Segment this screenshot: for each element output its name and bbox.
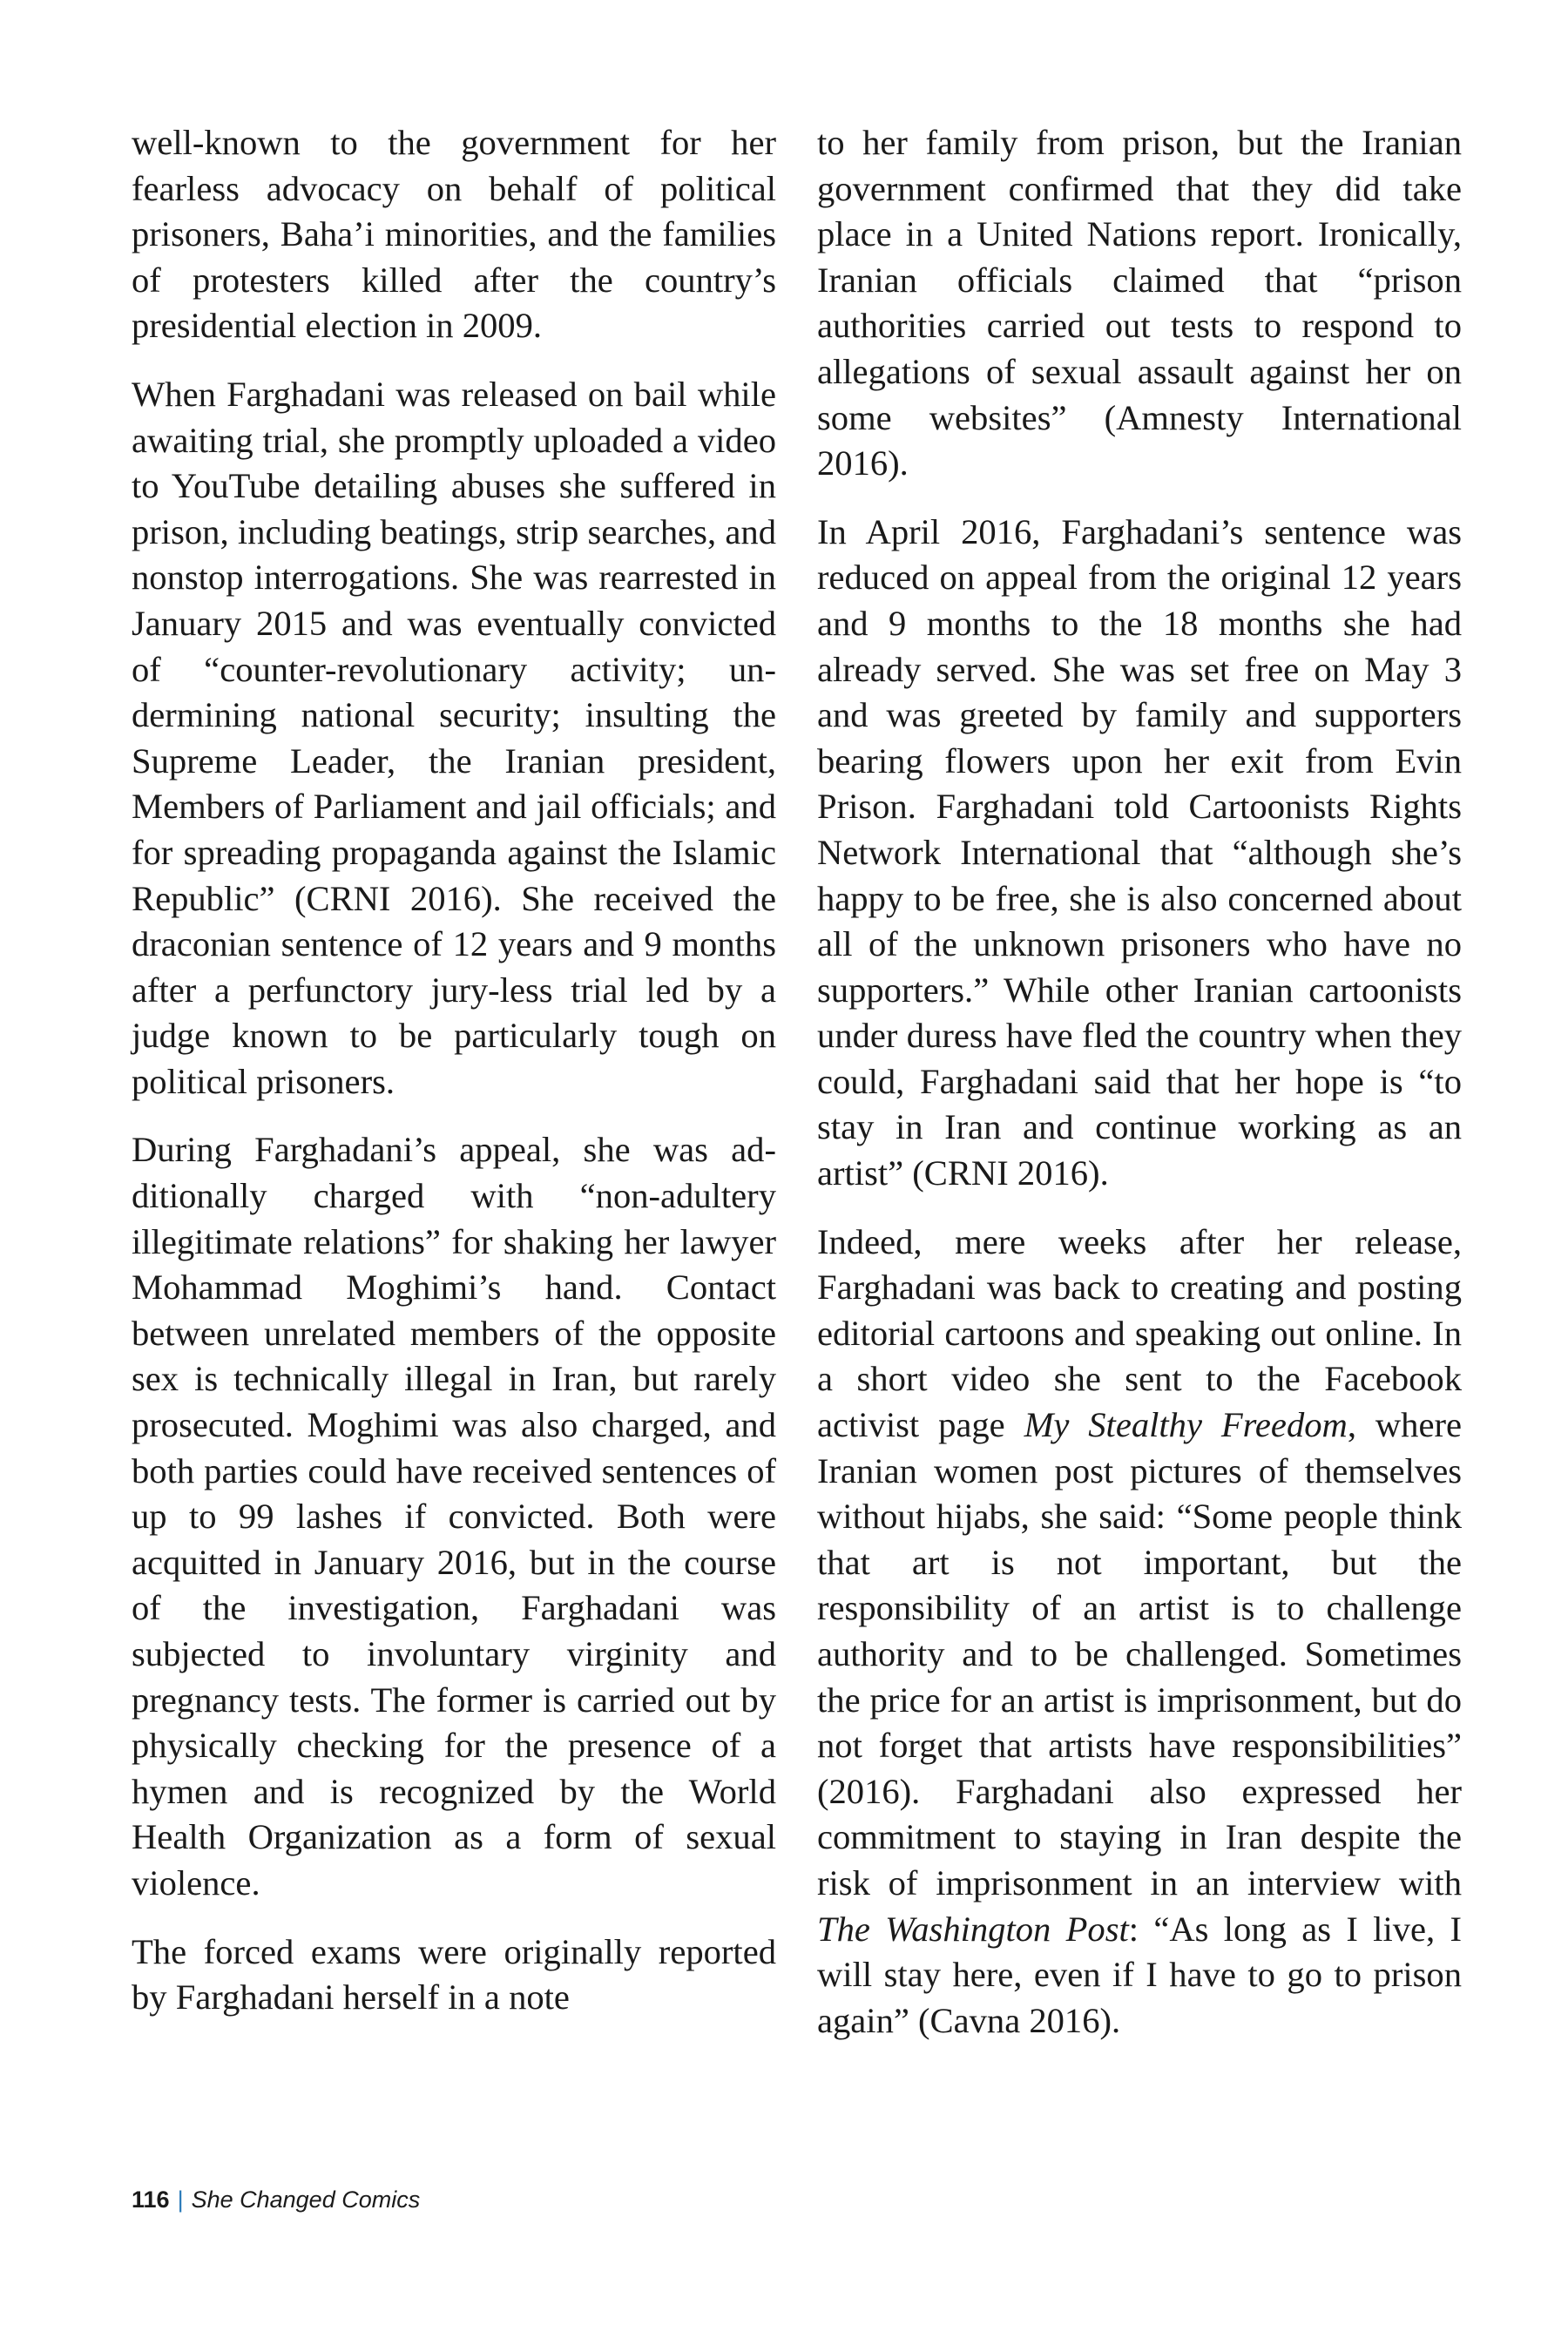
paragraph: During Farghadani’s appeal, she was additionally charged with “non-adultery illegitimate relations” for shaking her lawyer Mohammad Moghimi’s hand. Contact between unrelated members of the opposite sex is technically illegal in Iran, but rarely prosecuted. Moghimi was also charged, and both parties could have received sentences of up to 99 lashes if convicted. Both were acquitted in January 2016, but in the course of the investigation, Farghadani was subjected to involuntary virginity and pregnancy tests. The former is carried out by physically checking for the presence of a hymen and is recognized by the World Health Organization as a form of sexual violence. xyxy=(132,1130,776,1903)
page-footer xyxy=(132,2185,420,2214)
paragraph: to her family from prison, but the Iranian government confirmed that they did take place in a United Nations report. Ironically, Iranian officials claimed that “prison authorities carried out tests to respond to allegations of sexual assault against her on some websites” (Amnesty International 2016). xyxy=(817,123,1462,483)
running-title: She Changed Comics xyxy=(191,2186,421,2213)
text-run: : “As long as I live, I will stay here, even if I have to go to prison again” (Cavna 2016). xyxy=(817,1909,1462,2040)
text-run: Indeed, mere weeks after her release, Farghadani was back to creating and posting editorial cartoons and speaking out online. In a short video she sent to the Facebook activist page xyxy=(817,1221,1462,1445)
paragraph: When Farghadani was released on bail while awaiting trial, she promptly uploaded a video to YouTube detailing abuses she suffered in prison, including beatings, strip searches, and nonstop interrogations. She was rearrested in January 2015 and was eventually convicted of “counter-revolutionary activity; undermining national security; insulting the Supreme Leader, the Iranian president, Members of Parliament and jail officials; and for spreading propaganda against the Islamic Republic” (CRNI 2016). She received the draconian sentence of 12 years and 9 months after a perfunctory jury-less trial led by a judge known to be particularly tough on political prisoners. xyxy=(132,374,776,1101)
paragraph: The forced exams were originally reported by Farghadani herself in a note xyxy=(132,1931,776,2017)
publication-title: The Washington Post xyxy=(817,1909,1129,1949)
footer-separator: | xyxy=(177,2186,184,2213)
paragraph: In April 2016, Farghadani’s sentence was reduced on appeal from the original 12 years and 9 months to the 18 months she had already served. She was set free on May 3 and was greeted by family and supporters bearing flowers upon her exit from Evin Prison. Farghadani told Cartoonists Rights Network International that “although she’s happy to be free, she is also concerned about all of the unknown prisoners who have no supporters.” While other Iranian cartoonists under duress have fled the country when they could, Farghadani said that her hope is “to stay in Iran and continue working as an artist” (CRNI 2016). xyxy=(817,511,1462,1193)
page-number: 116 xyxy=(132,2186,170,2213)
paragraph xyxy=(817,1220,1462,2044)
right-text-column xyxy=(817,120,1462,2066)
left-text-column xyxy=(132,120,776,2044)
text-run: , where Iranian women post pictures of themselves without hijabs, she said: “Some people think that art is not important, but the responsibility of an artist is to challenge authority and to be challenged. Sometimes the price for an artist is imprisonment, but do not forget that artists have responsibilities” (2016). Farghadani also expressed her commitment to staying in Iran despite the risk of imprisonment in an interview with xyxy=(817,1405,1462,1903)
paragraph: well-known to the government for her fearless advocacy on behalf of political prisoners, Baha’i minorities, and the families of protesters killed after the country’s presidential election in 2009. xyxy=(132,123,776,346)
publication-title: My Stealthy Freedom xyxy=(1024,1405,1348,1445)
